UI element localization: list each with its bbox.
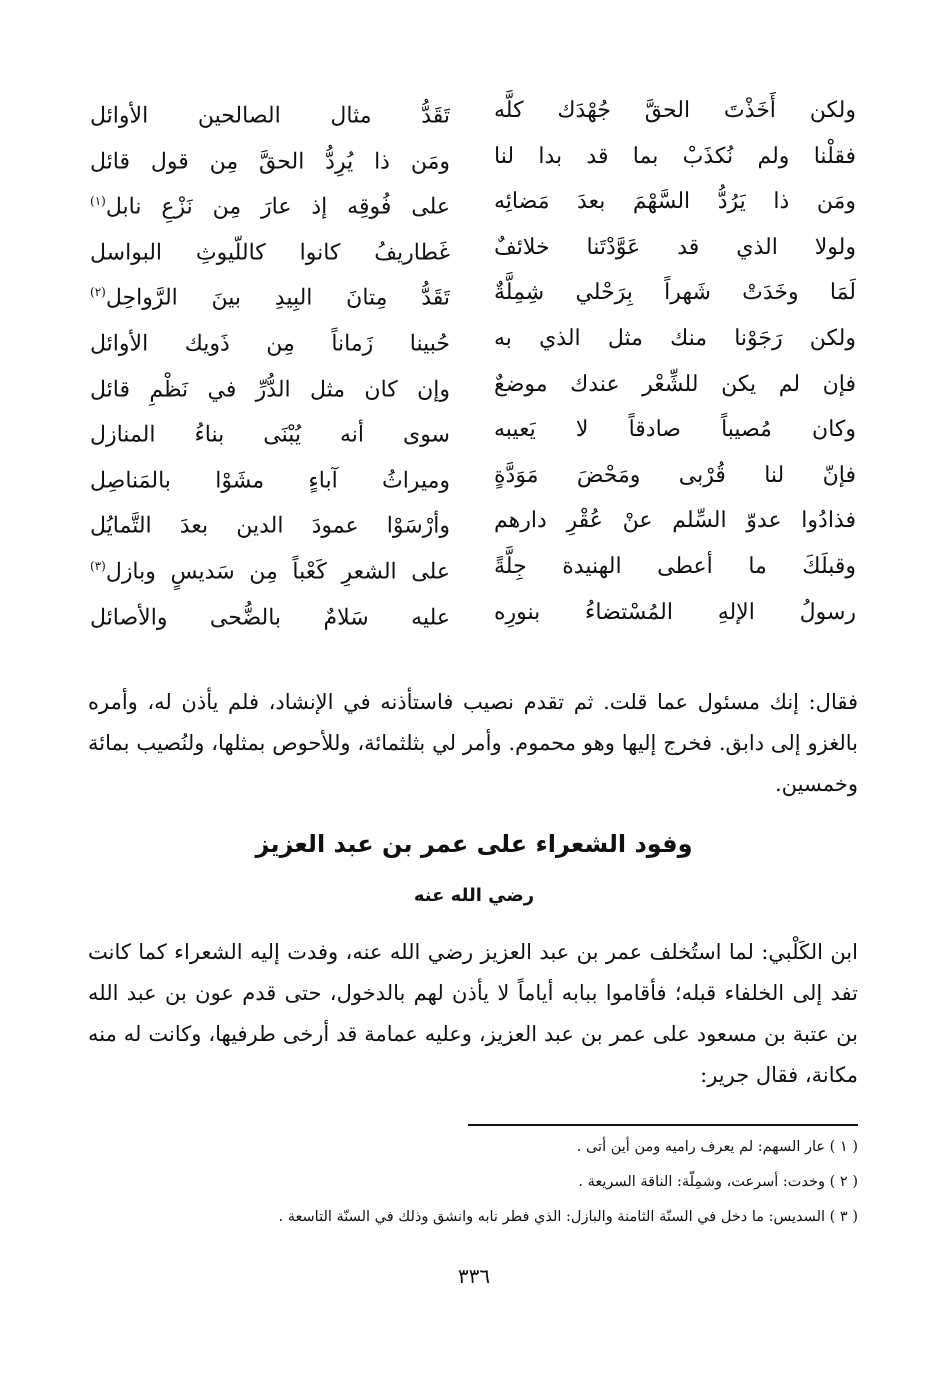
verse-second-hemistich xyxy=(88,498,450,544)
verse-second-hemistich xyxy=(88,407,450,453)
footnotes xyxy=(88,1130,858,1235)
verse-first-hemistich xyxy=(494,134,856,180)
verse-second-hemistich xyxy=(88,225,450,271)
verse-first-hemistich xyxy=(494,179,856,225)
verse-second-hemistich xyxy=(88,544,450,590)
verse-text: لَمَا وخَدَتْ شَهراً بِرَحْلي شِمِلَّةٌ xyxy=(494,280,856,306)
footnote-marker: (٢) xyxy=(90,285,106,300)
verse-second-hemistich xyxy=(88,316,450,362)
verse-first-hemistich xyxy=(494,362,856,408)
verse-second-hemistich xyxy=(88,134,450,180)
verse-first-hemistich xyxy=(494,316,856,362)
poem-right-column xyxy=(494,88,856,678)
poem-left-column xyxy=(88,88,450,678)
prose-paragraph: فقال: إنك مسئول عما قلت. ثم تقدم نصيب فاستأذنه في الإنشاد، فلم يأذن له، وأمره بالغزو إلى دابق. فخرج إليها وهو محموم. وأمر لي بثلثمائة، وللأحوص بمثلها، ولنُصيب بمائة وخمسين. xyxy=(88,690,858,796)
footnote-divider xyxy=(468,1124,858,1126)
verse-text: غَطاريفُ كانوا كاللّيوثِ البواسل xyxy=(90,240,450,266)
verse-text: حُبينا زَماناً مِن ذَويك الأوائل xyxy=(90,331,450,357)
verse-text: تَقَدُّ مثال الصالحين الأوائل xyxy=(90,103,450,129)
footnote-marker: (٣) xyxy=(90,558,106,573)
verse-first-hemistich xyxy=(494,590,856,636)
verse-second-hemistich xyxy=(88,270,450,316)
verse-text: ولكن أَخَذْتَ الحقَّ جُهْدَك كلَّه xyxy=(494,98,856,123)
footnote: ( ٢ ) وخدت: أسرعت، وشمِلّة: الناقة السريعة . xyxy=(578,1174,858,1190)
section-heading: وفود الشعراء على عمر بن عبد العزيز xyxy=(255,830,693,858)
verse-text: تَقَدُّ مِتانَ البِيدِ بينَ الرَّواحِل xyxy=(105,285,450,311)
verse-text: وميراثُ آباءٍ مشَوْا بالمَناصِل xyxy=(90,468,450,494)
page-number: ٣٣٦ xyxy=(457,1264,491,1288)
verse-text: على الشعرِ كَعْباً مِن سَديسٍ وبازل xyxy=(105,559,450,585)
section-subheading: رضي الله عنه xyxy=(413,885,535,906)
verse-first-hemistich xyxy=(494,407,856,453)
footnote: ( ١ ) عار السهم: لم يعرف راميه ومن أين أتى . xyxy=(576,1139,858,1155)
verse-text: فإن لم يكن للشِّعْر عندك موضعٌ xyxy=(494,371,856,397)
verse-text: فقلْنا ولم نُكذَبْ بما قد بدا لنا xyxy=(494,143,856,169)
verse-text: رسولُ الإلهِ المُسْتضاءُ بنورِه xyxy=(494,599,856,625)
verse-first-hemistich xyxy=(494,544,856,590)
verse-second-hemistich xyxy=(88,88,450,134)
verse-text: فإنّ لنا قُرْبى ومَحْضَ مَوَدَّةٍ xyxy=(494,462,856,488)
verse-text: ومَن ذا يُرِدُّ الحقَّ مِن قول قائل xyxy=(90,148,450,174)
verse-text: ولكن رَجَوْنا منك مثل الذي به xyxy=(494,325,856,351)
verse-first-hemistich xyxy=(494,88,856,134)
verse-second-hemistich xyxy=(88,362,450,408)
verse-first-hemistich xyxy=(494,498,856,544)
verse-second-hemistich xyxy=(88,453,450,499)
verse-second-hemistich xyxy=(88,590,450,636)
verse-first-hemistich xyxy=(494,270,856,316)
verse-text: ومَن ذا يَرُدُّ السَّهْمَ بعدَ مَضائِه xyxy=(494,189,856,215)
verse-text: ولولا الذي قد عَوَّدْتَنا خلائفٌ xyxy=(494,234,856,260)
poem xyxy=(88,88,856,678)
verse-first-hemistich xyxy=(494,225,856,271)
verse-text: على فُوقِه إذ عارَ مِن نَزْعِ نابل xyxy=(105,194,450,220)
verse-text: سوى أنه يُبْنَى بناءُ المنازل xyxy=(90,422,450,448)
verse-second-hemistich xyxy=(88,179,450,225)
verse-text: وكان مُصيباً صادقاً لا يَعيبه xyxy=(494,417,856,443)
verse-text: وقبلَكَ ما أعطى الهنيدة جِلَّةً xyxy=(494,553,856,579)
verse-first-hemistich xyxy=(494,453,856,499)
verse-text: وأرْسَوْا عمودَ الدين بعدَ التَّمايُل xyxy=(90,513,450,539)
verse-text: فذادُوا عدوّ السِّلم عنْ عُقْرِ دارهم xyxy=(494,508,856,534)
verse-text: عليه سَلامٌ بالضُّحى والأصائل xyxy=(90,604,450,630)
footnote: ( ٣ ) السديس: ما دخل في السنّة الثامنة والبازل: الذي فطر نابه وانشق وذلك في السنّة التاسعة . xyxy=(278,1209,858,1225)
footnote-marker: (١) xyxy=(90,194,106,209)
verse-text: وإن كان مثل الدُّرِّ في نَظْمِ قائل xyxy=(90,376,450,402)
prose-paragraph: ابن الكَلْبي: لما استُخلف عمر بن عبد العزيز رضي الله عنه، وفدت إليه الشعراء كما كانت تفد إلى الخلفاء قبله؛ فأقاموا ببابه أياماً لا يأذن لهم بالدخول، حتى قدم عون بن عبد الله بن عتبة بن مسعود على عمر بن عبد العزيز، وعليه عمامة قد أرخى طرفيها، وكانت له منه مكانة، فقال جرير: xyxy=(88,940,858,1087)
